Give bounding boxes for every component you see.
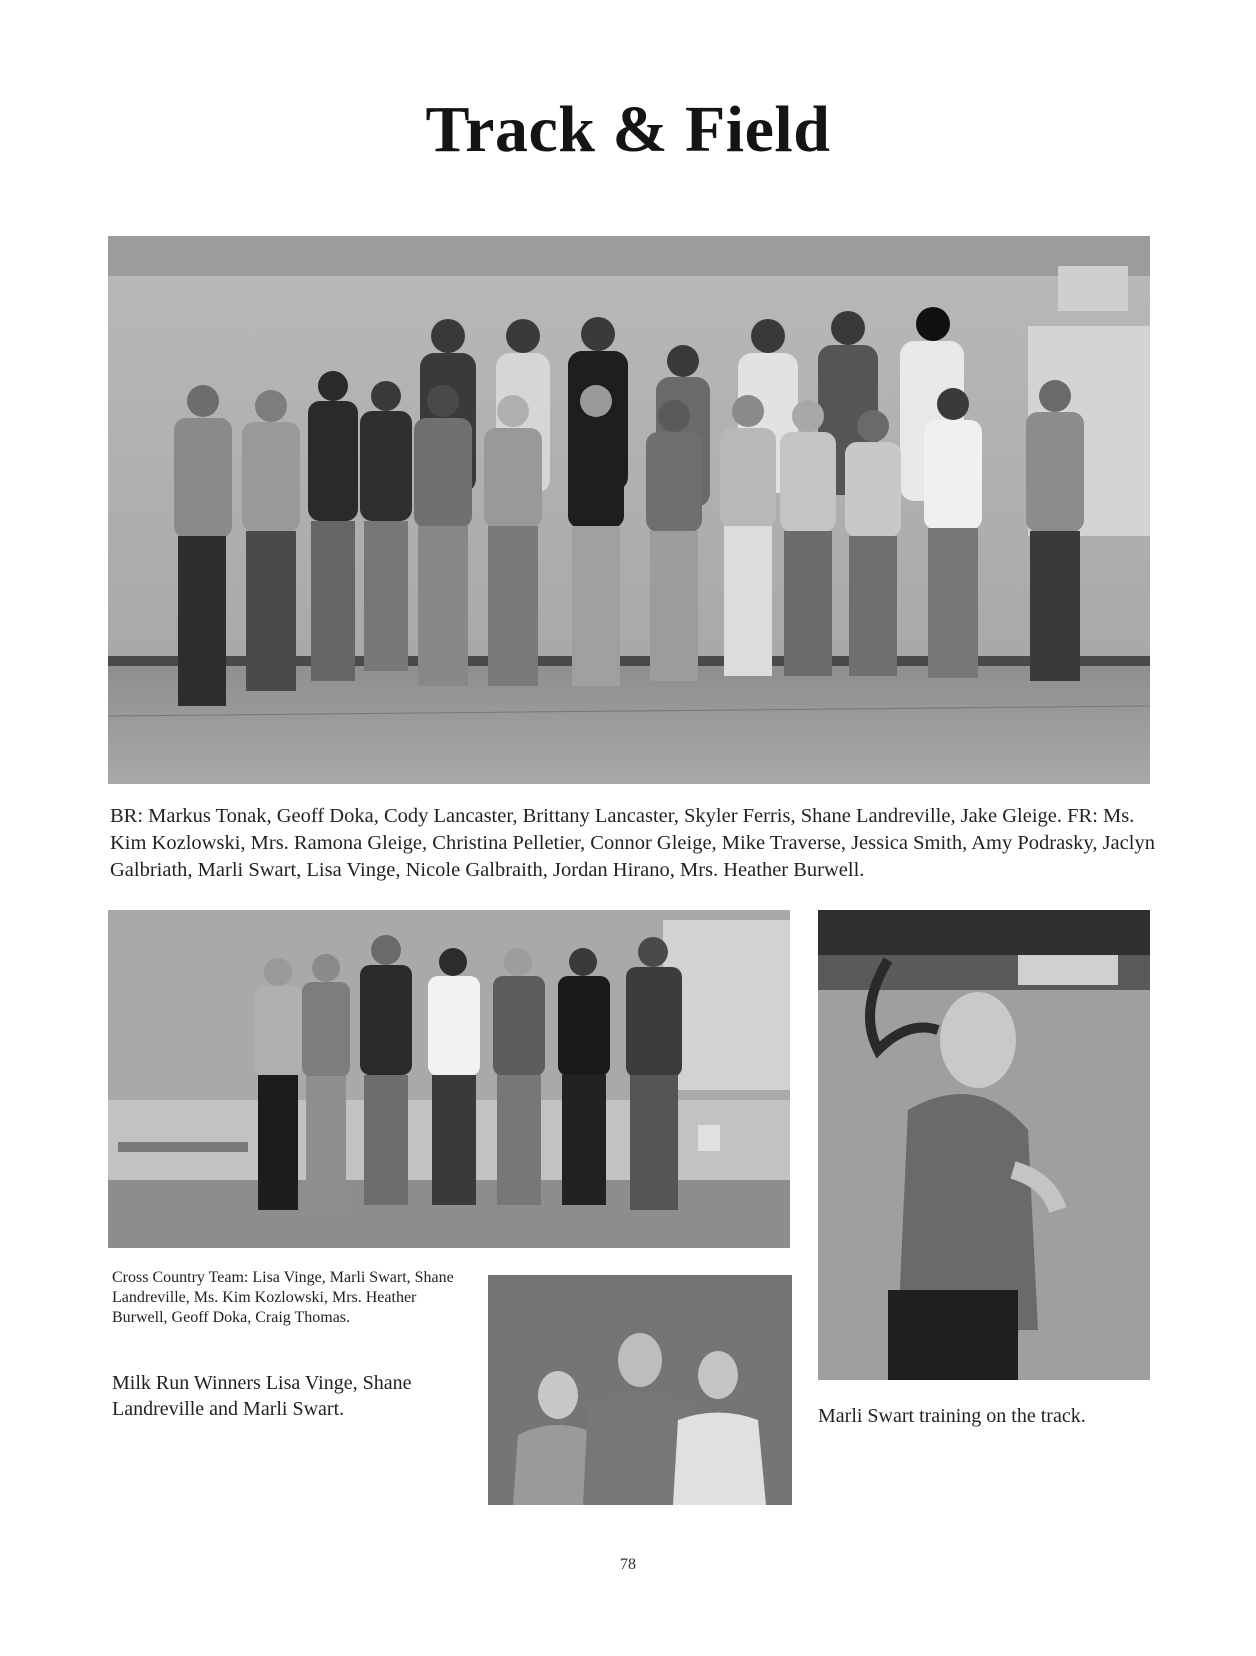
cross-country-photo <box>108 910 790 1248</box>
training-photo <box>818 910 1150 1380</box>
page-number: 78 <box>620 1556 636 1573</box>
training-caption: Marli Swart training on the track. <box>818 1405 1086 1427</box>
milk-run-caption: Milk Run Winners Lisa Vinge, Shane Landreville and Marli Swart. <box>112 1372 412 1420</box>
team-group-photo <box>108 236 1150 784</box>
team-photo-caption: BR: Markus Tonak, Geoff Doka, Cody Lancaster, Brittany Lancaster, Skyler Ferris, Shane Landreville, Jake Gleige. FR: Ms. Kim Kozlowski, Mrs. Ramona Gleige, Christina Pelletier, Connor Gleige, Mike Traverse, Jessica Smith, Amy Podrasky, Jaclyn Galbriath, Marli Swart, Lisa Vinge, Nicole Galbraith, Jordan Hirano, Mrs. Heather Burwell. <box>110 805 1155 881</box>
milk-run-photo <box>488 1275 792 1505</box>
page-title: Track & Field <box>425 93 831 166</box>
cross-country-caption: Cross Country Team: Lisa Vinge, Marli Swart, Shane Landreville, Ms. Kim Kozlowski, Mrs. Heather Burwell, Geoff Doka, Craig Thomas. <box>112 1269 454 1326</box>
